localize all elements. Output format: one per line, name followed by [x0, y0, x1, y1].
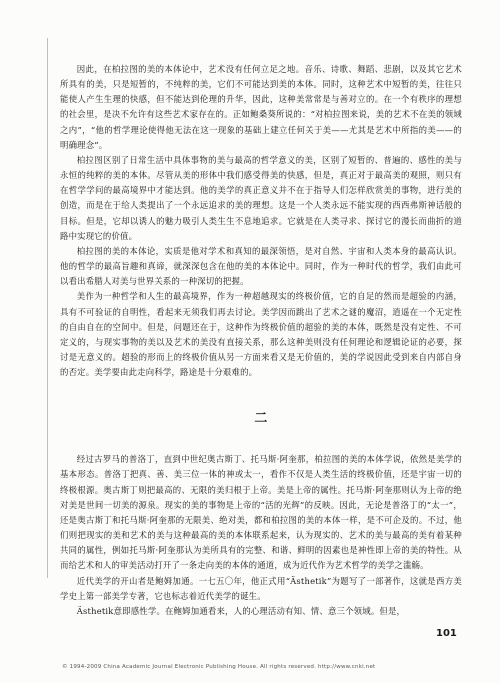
margin-rule [47, 38, 48, 578]
paragraph: 近代美学的开山者是鲍姆加通。一七五〇年，他正式用“Ästhetik”为题写了一部著作，这就是西方美学史上第一部美学专著，它也标志着近代美学的诞生。 [60, 575, 462, 601]
paragraph: 柏拉图区别了日常生活中具体事物的美与最高的哲学意义的美，区别了短暂的、普遍的、感性的美与永恒的纯粹的美的本体。尽管从美的形体中我们感受得美的快感，但是，真正对于最高美的观照，则只有在哲学学问的最高境界中才能达到。他的美学的真正意义并不在于指导人们怎样欣赏美的事物，进行美的创造，而是在于给人类提出了一个永远追求的美的理想。这是一个人类永远不能实现的西西弗斯神话般的目标。但是，它却以诱人的魅力吸引人类生生不息地追求。它就是在人类寻求、探讨它的漫长而曲折的道路中实现它的价值。 [60, 154, 462, 241]
page-number: 101 [436, 628, 457, 639]
section-heading: 二 [254, 411, 268, 427]
paragraph: 因此，在柏拉图的美的本体论中，艺术没有任何立足之地。音乐、诗歌、舞蹈、悲剧，以及其它艺术所具有的美，只是短暂的，不纯粹的美，它们不可能达到美的本体。同时，这种艺术中短暂的美，往往只能使人产生生理的快感，但不能达到伦理的升华，因此，这种美常常是与善对立的。在一个有秩序的理想的社会里，是决不允许有这些艺术家存在的。正如鲍桑葵所说的：“对柏拉图来说，美的艺术不在美的领域之内”，“他的哲学理论使得他无法在这一现象的基础上建立任何关于美——尤其是艺术中所指的美——的明确理念”。 [60, 64, 462, 150]
paragraph: 柏拉图的美的本体论，实质是他对学术和真知的最深领悟，是对自然、宇宙和人类本身的最高认识。他的哲学的最高旨趣和真谛，就深深包含在他的美的本体论中。同时，作为一种时代的哲学，我们由此可以看出希腊人对美与世界关系的一种深切的把握。 [60, 245, 462, 287]
paragraph: 美作为一种哲学和人生的最高境界，作为一种超越现实的终极价值，它的自足的然而是超验的内涵，具有不可验证的自明性，看起来无须我们再去讨论。美学因而跳出了艺术之谜的魔沼，逍遥在一个无定性的自由自在的空间中。但是，问题还在于，这种作为终极价值的超验的美的本体，既然是没有定性、不可定义的，与现实事物的美以及艺术的美没有直接关系，那么这种美则没有任何理论和逻辑论证的必要，探讨是无意义的。超验的形而上的终极价值从另一方面来看又是无价值的，美的学说因此受到来自内部自身的否定。美学要由此走向科学，路途是十分艰难的。 [60, 291, 462, 378]
article-body [60, 62, 462, 619]
paragraph: 经过古罗马的普洛丁，直到中世纪奥古斯丁、托马斯·阿奎那，柏拉图的美的本体学说，依然是美学的基本形态。普洛丁把真、善、美三位一体的神或太一，看作不仅是人类生活的终极价值，还是宇宙一切的终极根源。奥古斯丁则把最高的、无限的美归根于上帝。美是上帝的属性。托马斯·阿奎那则认为上帝的绝对美是世间一切美的源泉。现实的美的事物是上帝的“活的光辉”的反映。因此，无论是普洛丁的“太一”，还是奥古斯丁和托马斯·阿奎那的无限美、绝对美，都和柏拉图的美的本体一样，是不可企及的。不过，他们则把现实的美和艺术的美与这种最高的美的本体联系起来，认为现实的、艺术的美与最高的美有着某种共同的属性，例如托马斯·阿奎那认为美所具有的完整、和谐、鲜明的因素也是神性即上帝的美的特性。从而给艺术和人的审美活动打开了一条走向美的本体的通道，成为近代作为艺术哲学的美学之滥觞。 [60, 454, 462, 571]
paragraph: Ästhetik意即感性学。在鲍姆加通看来，人的心理活动有知、情、意三个领域。但是， [76, 605, 406, 616]
copyright-footer: © 1994-2009 China Academic Journal Electronic Publishing House. All rights reserved. http://www.cnki.net [62, 664, 376, 670]
